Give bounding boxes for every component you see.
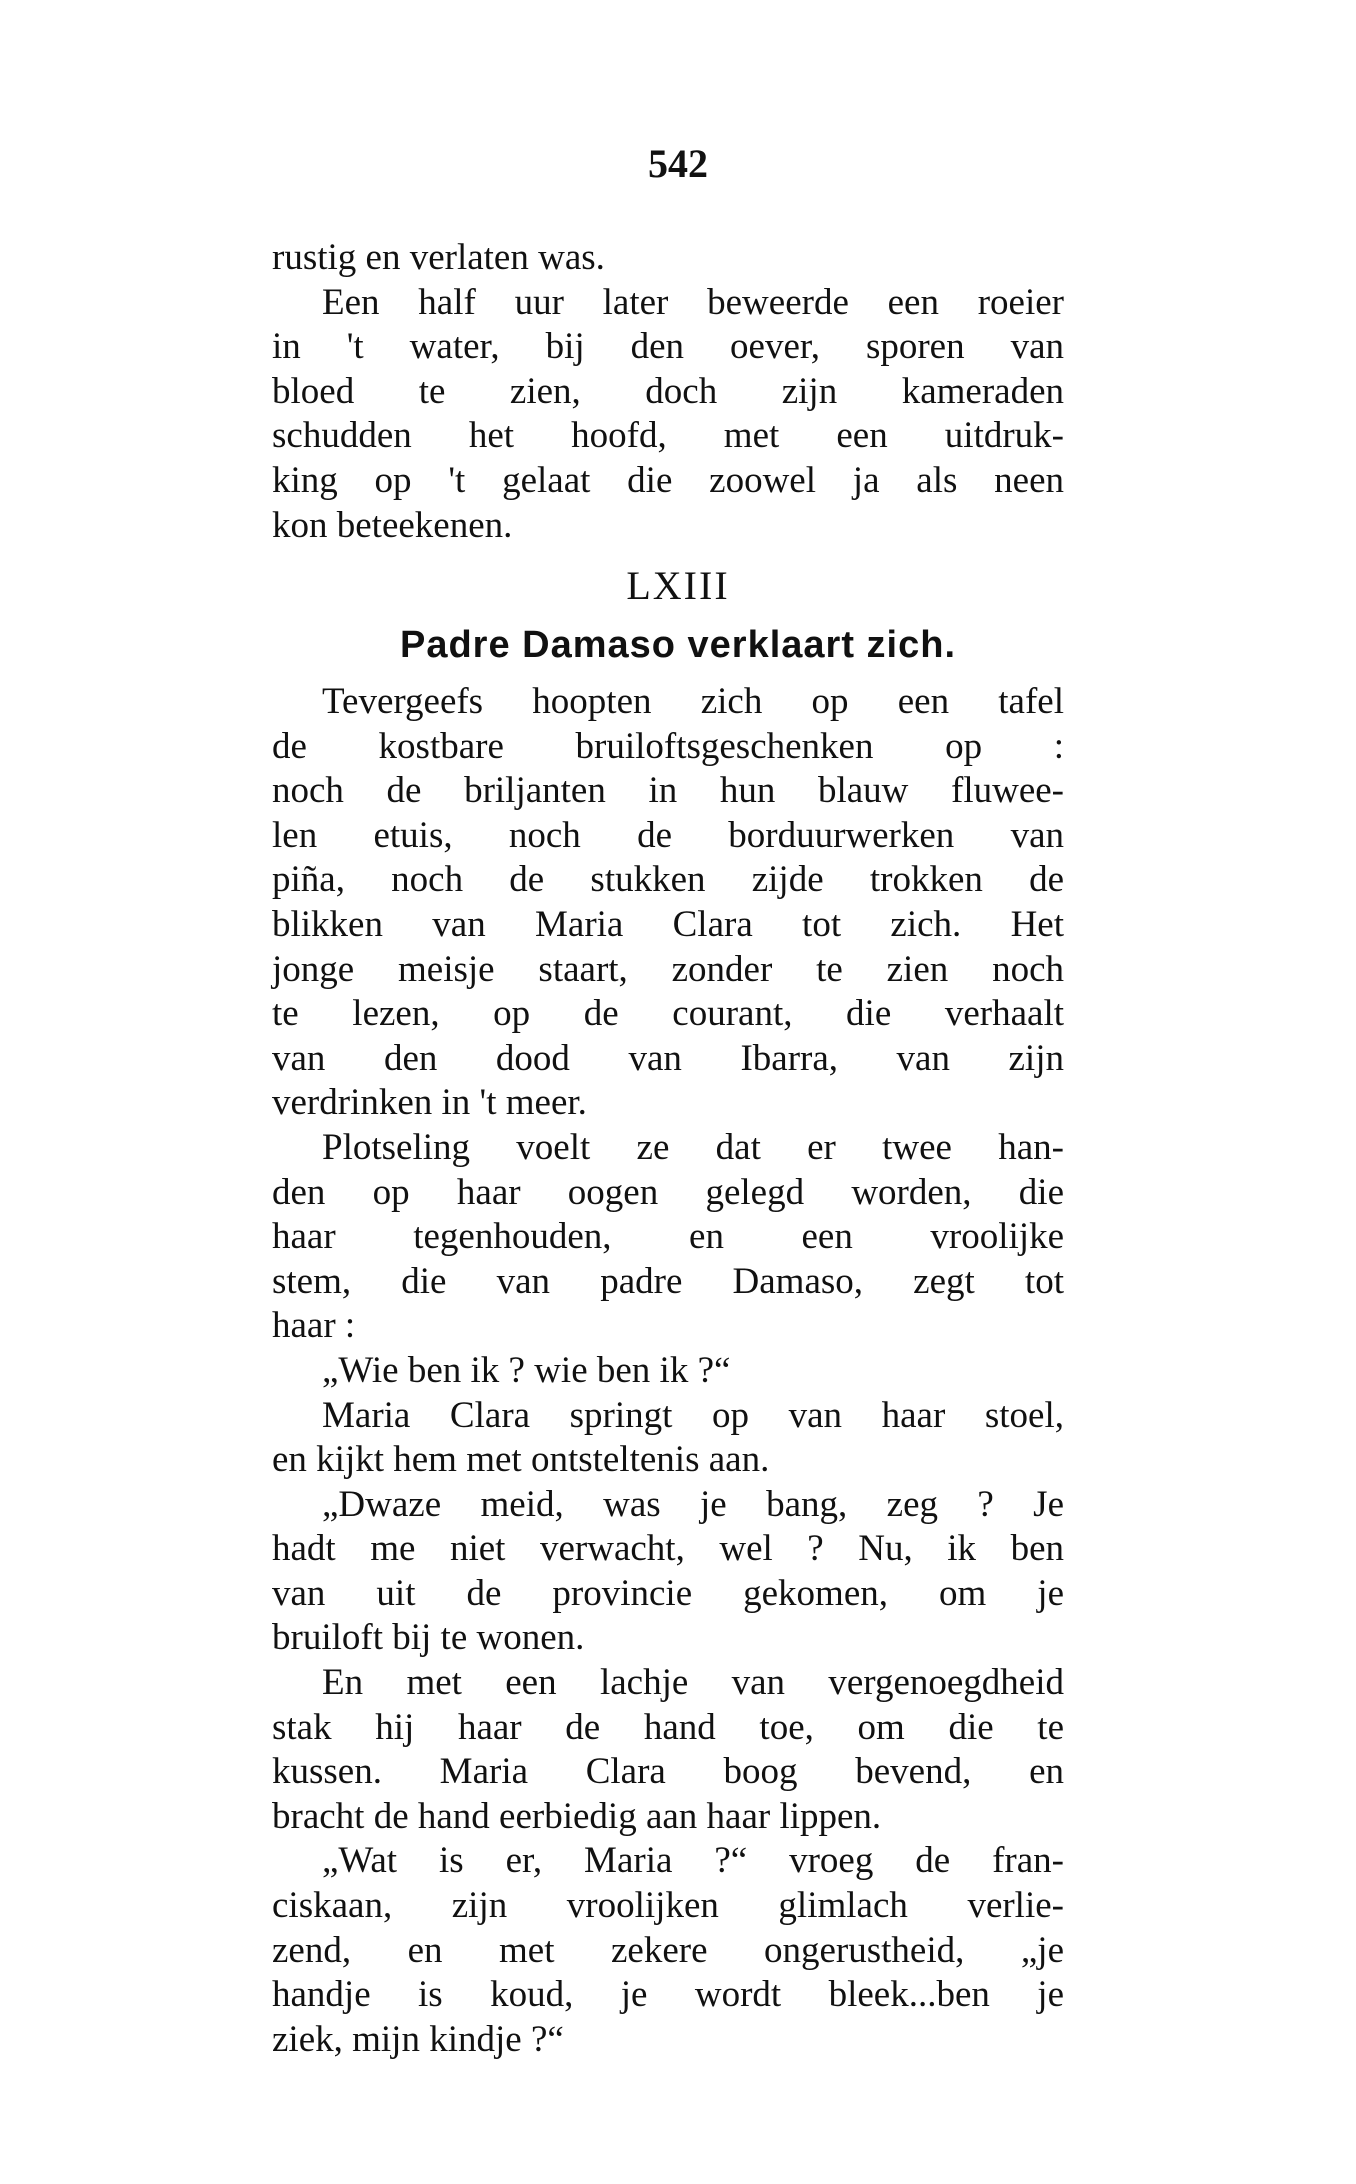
text-line: schudden het hoofd, met een uitdruk-	[272, 415, 1064, 457]
text-line: En met een lachje van vergenoegdheid	[322, 1662, 1064, 1704]
text-line: piña, noch de stukken zijde trokken de	[272, 859, 1064, 901]
text-line: „Wat is er, Maria ?“ vroeg de fran-	[322, 1840, 1064, 1882]
text-line: haar :	[272, 1305, 356, 1347]
text-line: van uit de provincie gekomen, om je	[272, 1572, 1064, 1614]
text-line: „Wie ben ik ? wie ben ik ?“	[322, 1349, 731, 1391]
text-line: ciskaan, zijn vroolijken glimlach verlie-	[272, 1885, 1064, 1927]
text-line: bracht de hand eerbiedig aan haar lippen.	[272, 1795, 882, 1837]
text-line: Maria Clara springt op van haar stoel,	[322, 1394, 1064, 1436]
text-line: Een half uur later beweerde een roeier	[322, 281, 1064, 323]
text-line: bruiloft bij te wonen.	[272, 1617, 585, 1659]
text-line: en kijkt hem met ontsteltenis aan.	[272, 1439, 770, 1481]
page-number: 542	[648, 141, 708, 186]
text-line: de kostbare bruiloftsgeschenken op :	[272, 725, 1064, 767]
text-line: van den dood van Ibarra, van zijn	[272, 1037, 1064, 1079]
chapter-title: Padre Damaso verklaart zich.	[399, 624, 957, 666]
text-line: ziek, mijn kindje ?“	[272, 2018, 564, 2060]
text-line: „Dwaze meid, was je bang, zeg ? Je	[322, 1483, 1064, 1525]
text-line: king op 't gelaat die zoowel ja als neen	[272, 459, 1064, 501]
text-line: zend, en met zekere ongerustheid, „je	[272, 1929, 1064, 1971]
text-line: Tevergeefs hoopten zich op een tafel	[322, 681, 1064, 722]
text-line: blikken van Maria Clara tot zich. Het	[272, 903, 1064, 945]
text-line: noch de briljanten in hun blauw fluwee-	[272, 770, 1064, 812]
text-line: haar tegenhouden, en een vroolijke	[272, 1216, 1064, 1258]
preceding-chapter-ending	[272, 236, 1064, 548]
text-line: handje is koud, je wordt bleek...ben je	[272, 1974, 1064, 2016]
chapter-numeral: LXIII	[626, 563, 730, 608]
text-line: den op haar oogen gelegd worden, die	[272, 1171, 1064, 1213]
chapter-body	[272, 680, 1064, 2062]
text-line: bloed te zien, doch zijn kameraden	[272, 370, 1064, 412]
text-line: stem, die van padre Damaso, zegt tot	[272, 1260, 1064, 1302]
text-line: hadt me niet verwacht, wel ? Nu, ik ben	[272, 1528, 1064, 1570]
text-line: Plotseling voelt ze dat er twee han-	[322, 1126, 1064, 1168]
text-line: in 't water, bij den oever, sporen van	[272, 326, 1064, 368]
text-line: verdrinken in 't meer.	[272, 1082, 587, 1124]
text-line: jonge meisje staart, zonder te zien noch	[272, 948, 1064, 990]
text-line: kussen. Maria Clara boog bevend, en	[272, 1751, 1064, 1793]
text-line: len etuis, noch de borduurwerken van	[272, 814, 1064, 856]
text-line: rustig en verlaten was.	[272, 237, 605, 278]
text-line: kon beteekenen.	[272, 504, 513, 546]
text-line: stak hij haar de hand toe, om die te	[272, 1706, 1064, 1748]
text-line: te lezen, op de courant, die verhaalt	[272, 993, 1064, 1035]
